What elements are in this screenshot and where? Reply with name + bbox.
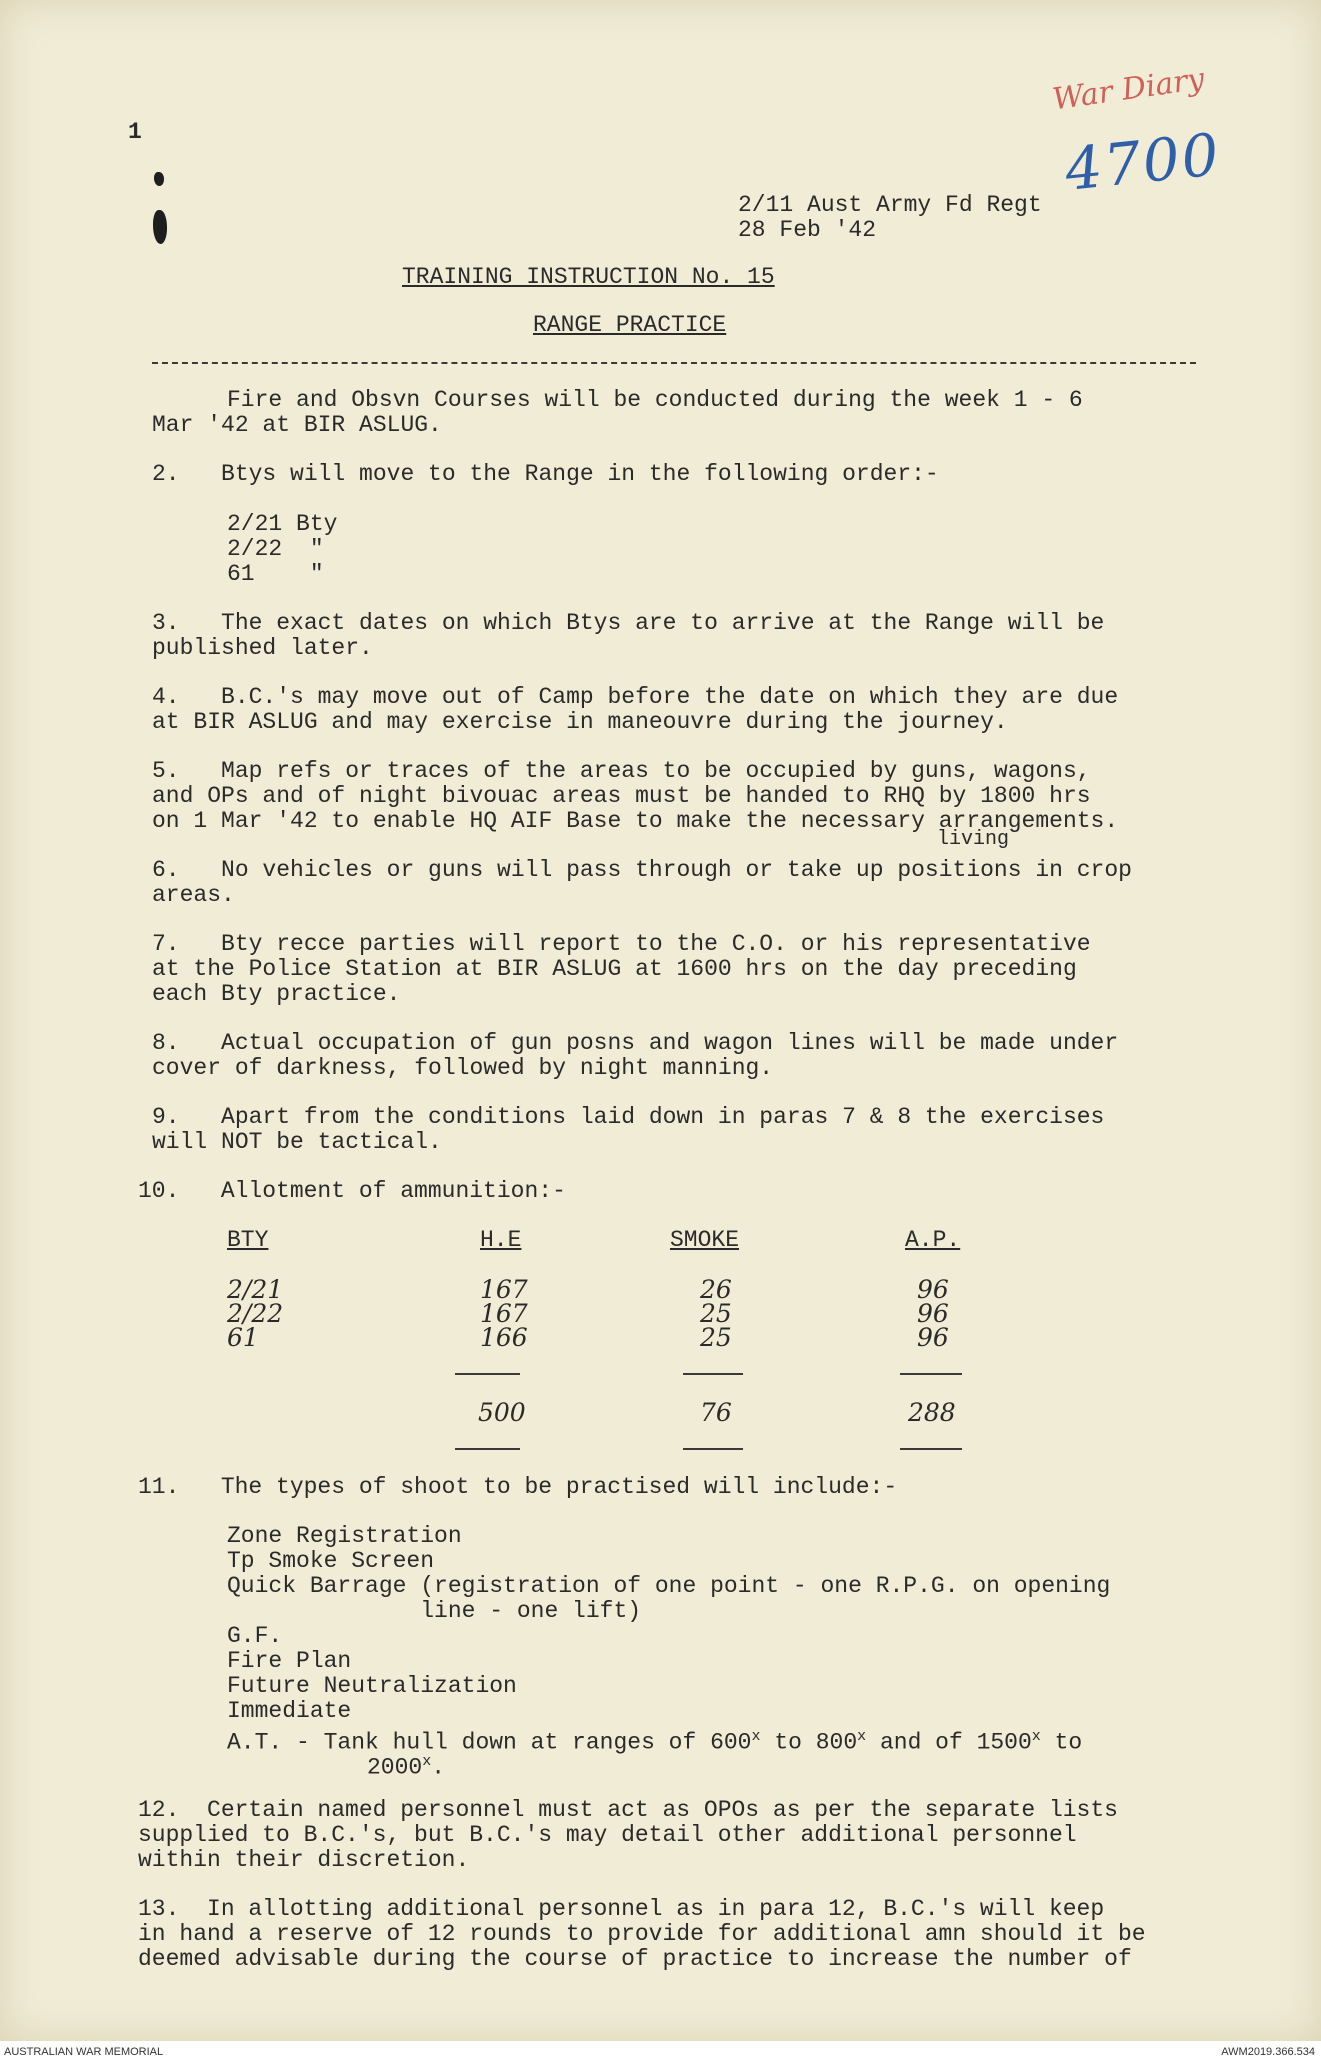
shoot-item: Tp Smoke Screen <box>227 1548 435 1574</box>
table-rule <box>900 1448 962 1450</box>
para-5-line-1: 5. Map refs or traces of the areas to be occupied by guns, wagons, <box>152 758 1091 784</box>
para-12-line-3: within their discretion. <box>138 1847 470 1873</box>
table-cell: 26 <box>700 1275 732 1304</box>
para-4-line-1: 4. B.C.'s may move out of Camp before the date on which they are due <box>152 684 1119 710</box>
table-cell: 166 <box>480 1323 528 1352</box>
header-date: 28 Feb '42 <box>738 217 877 243</box>
para-10: 10. Allotment of ammunition:- <box>138 1178 566 1204</box>
para-13-line-2: in hand a reserve of 12 rounds to provide for additional amn should it be <box>138 1921 1146 1947</box>
table-cell: 25 <box>700 1323 732 1352</box>
para-6-line-1: 6. No vehicles or guns will pass through or take up positions in crop <box>152 857 1132 883</box>
footer-reference: AWM2019.366.534 <box>1221 2046 1315 2058</box>
table-cell: 96 <box>917 1323 949 1352</box>
title-rule <box>152 362 1196 364</box>
para-8-line-1: 8. Actual occupation of gun posns and wagon lines will be made under <box>152 1030 1119 1056</box>
table-total: 500 <box>478 1398 526 1427</box>
table-cell: 61 <box>227 1323 259 1352</box>
table-header-bty: BTY <box>227 1227 269 1253</box>
shoot-item: line - one lift) <box>227 1598 642 1624</box>
para-9-line-2: will NOT be tactical. <box>152 1129 442 1155</box>
para-5-insertion: living <box>937 828 1010 851</box>
para-5-line-2: and OPs and of night bivouac areas must be handed to RHQ by 1800 hrs <box>152 783 1091 809</box>
para-8-line-2: cover of darkness, followed by night manning. <box>152 1055 774 1081</box>
para-3-line-2: published later. <box>152 635 373 661</box>
para-1-line-2: Mar '42 at BIR ASLUG. <box>152 412 442 438</box>
para-6-line-2: areas. <box>152 882 235 908</box>
document-subtitle: RANGE PRACTICE <box>533 312 727 338</box>
shoot-item-at-cont: 2000$^x$. <box>367 1753 446 1781</box>
table-cell: 2/22 <box>227 1299 284 1328</box>
table-cell: 96 <box>917 1299 949 1328</box>
shoot-item-at: A.T. - Tank hull down at ranges of 600$^x$ to 800$^x$ and of 1500$^x$ to <box>227 1728 1083 1756</box>
table-header-he: H.E <box>480 1227 522 1253</box>
para-11: 11. The types of shoot to be practised will include:- <box>138 1474 898 1500</box>
para-7-line-2: at the Police Station at BIR ASLUG at 1600 hrs on the day preceding <box>152 956 1077 982</box>
table-total: 288 <box>908 1398 956 1427</box>
table-header-smoke: SMOKE <box>670 1227 740 1253</box>
table-cell: 167 <box>480 1275 528 1304</box>
para-7-line-1: 7. Bty recce parties will report to the C.O. or his representative <box>152 931 1091 957</box>
para-3-line-1: 3. The exact dates on which Btys are to arrive at the Range will be <box>152 610 1105 636</box>
para-9-line-1: 9. Apart from the conditions laid down in paras 7 & 8 the exercises <box>152 1104 1105 1130</box>
para-7-line-3: each Bty practice. <box>152 981 401 1007</box>
para-12-line-2: supplied to B.C.'s, but B.C.'s may detail other additional personnel <box>138 1822 1077 1848</box>
table-total: 76 <box>700 1398 732 1427</box>
table-rule <box>455 1448 520 1450</box>
handwritten-number-blue: 4700 <box>1061 120 1224 204</box>
document-title: TRAINING INSTRUCTION No. 15 <box>402 264 775 290</box>
table-cell: 96 <box>917 1275 949 1304</box>
handwritten-note-red: War Diary <box>1050 61 1207 118</box>
table-rule <box>900 1373 962 1375</box>
order-item: 61 " <box>227 561 324 587</box>
table-cell: 167 <box>480 1299 528 1328</box>
para-12-line-1: 12. Certain named personnel must act as OPOs as per the separate lists <box>138 1797 1118 1823</box>
shoot-item: Immediate <box>227 1698 352 1724</box>
para-1-line-1: Fire and Obsvn Courses will be conducted during the week 1 - 6 <box>227 387 1083 413</box>
table-rule <box>683 1373 743 1375</box>
ink-blot <box>153 210 167 244</box>
shoot-item: Zone Registration <box>227 1523 462 1549</box>
shoot-item: Quick Barrage (registration of one point - one R.P.G. on opening <box>227 1573 1111 1599</box>
page-mark: 1 <box>128 119 142 145</box>
order-item: 2/21 Bty <box>227 511 338 537</box>
para-2: 2. Btys will move to the Range in the following order:- <box>152 461 939 487</box>
order-item: 2/22 " <box>227 536 324 562</box>
table-cell: 2/21 <box>227 1275 284 1304</box>
footer-source: AUSTRALIAN WAR MEMORIAL <box>4 2046 164 2058</box>
para-13-line-3: deemed advisable during the course of practice to increase the number of <box>138 1946 1132 1972</box>
shoot-item: G.F. <box>227 1623 283 1649</box>
header-unit: 2/11 Aust Army Fd Regt <box>738 192 1042 218</box>
table-rule <box>455 1373 520 1375</box>
ink-blot <box>154 172 164 186</box>
table-header-ap: A.P. <box>905 1227 961 1253</box>
table-rule <box>683 1448 743 1450</box>
para-4-line-2: at BIR ASLUG and may exercise in maneouvre during the journey. <box>152 709 1008 735</box>
para-13-line-1: 13. In allotting additional personnel as in para 12, B.C.'s will keep <box>138 1896 1105 1922</box>
shoot-item: Future Neutralization <box>227 1673 517 1699</box>
shoot-item: Fire Plan <box>227 1648 352 1674</box>
para-5-line-3: on 1 Mar '42 to enable HQ AIF Base to make the necessary arrangements. <box>152 808 1119 834</box>
table-cell: 25 <box>700 1299 732 1328</box>
